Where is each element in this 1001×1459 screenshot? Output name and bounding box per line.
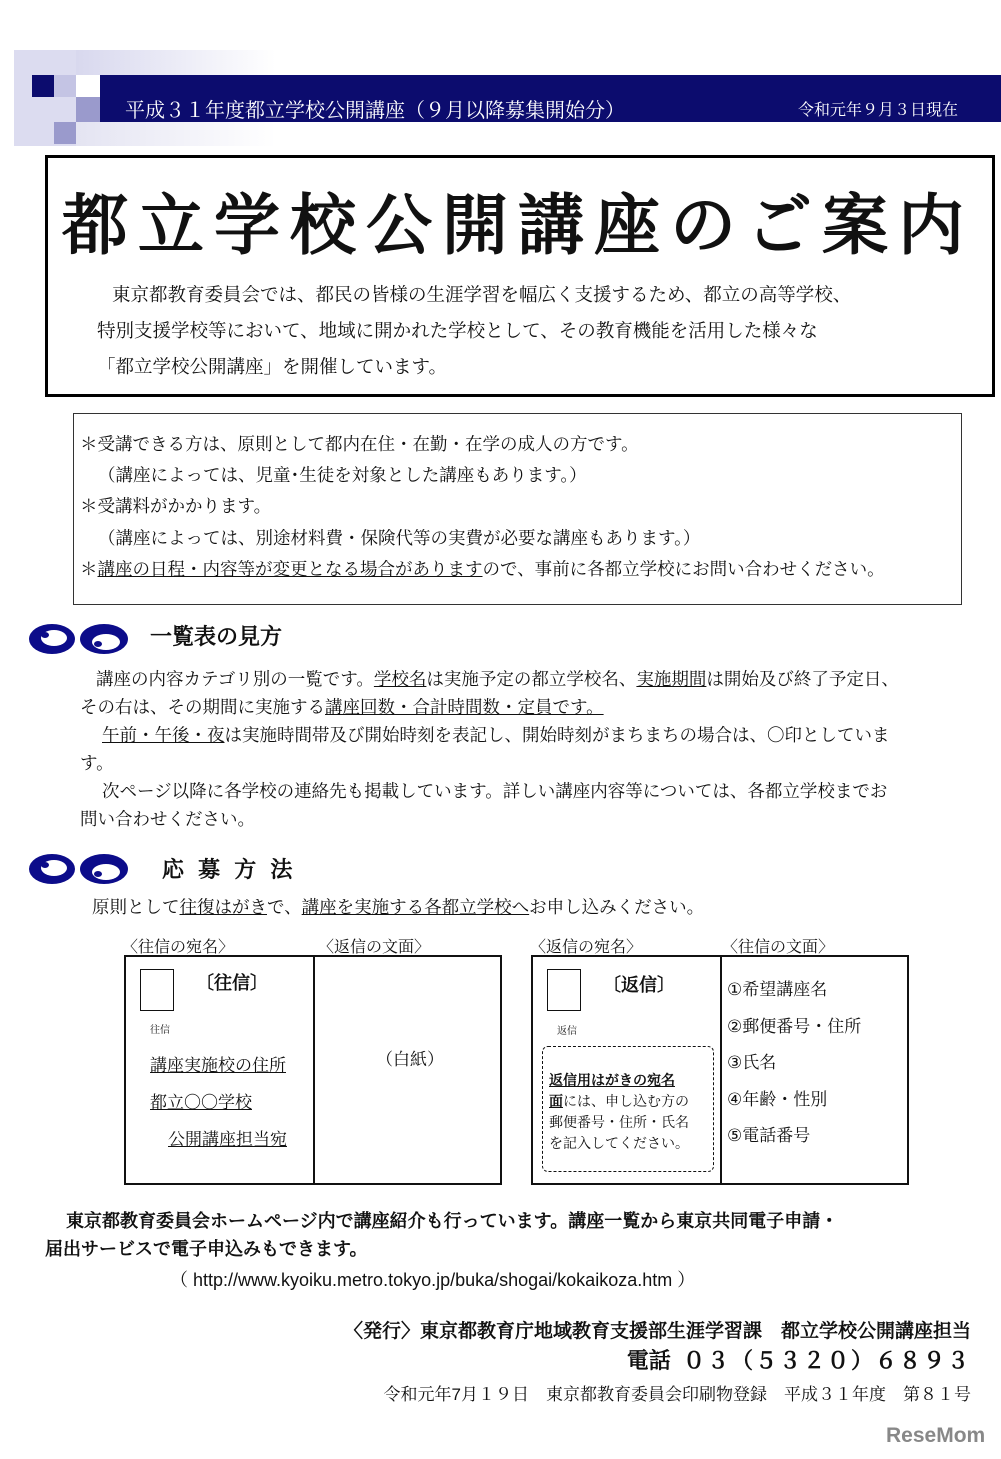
text-underlined: 講座を実施する各都立学校へ: [301, 897, 530, 917]
text-underlined: 学校名: [373, 669, 427, 689]
decor-square: [54, 122, 76, 144]
publisher: 〈発行〉東京都教育庁地域教育支援部生涯学習課 都立学校公開講座担当: [343, 1321, 971, 1342]
reply-note: [549, 1070, 689, 1154]
postcard-outgoing: [124, 955, 502, 1185]
card-divider: [313, 957, 315, 1183]
guide-line: [102, 722, 890, 747]
note-line: （講座によっては、別途材料費・保険代等の実費が必要な講座もあります。）: [98, 528, 701, 548]
note-line: （講座によっては、児童･生徒を対象とした講座もあります。）: [98, 465, 587, 485]
guide-line: [80, 694, 604, 719]
form-item: ①希望講座名: [727, 980, 828, 999]
homepage-link[interactable]: （ http://www.kyoiku.metro.tokyo.jp/buka/shogai/kokaikoza.htm ）: [170, 1270, 696, 1290]
web-info-line: 届出サービスで電子申込みもできます。: [45, 1239, 368, 1259]
text: その右は、その期間に実施する: [80, 697, 325, 717]
note-text: を記入してください。: [549, 1135, 689, 1151]
note-bold: 返信用はがきの宛名: [549, 1072, 675, 1088]
guide-line: [96, 666, 899, 691]
text: お申し込みください。: [529, 897, 705, 917]
address-line: 都立〇〇学校: [150, 1093, 252, 1112]
apply-line: [92, 894, 704, 919]
decor-square: [54, 75, 76, 97]
decor-square: [32, 75, 54, 97]
note-prefix: ＊: [80, 559, 98, 579]
decor-square: [76, 50, 276, 75]
form-item: ⑤電話番号: [727, 1126, 811, 1145]
header-title: 平成３１年度都立学校公開講座（９月以降募集開始分）: [125, 100, 625, 122]
note-suffix: ので、事前に各都立学校にお問い合わせください。: [482, 559, 885, 579]
guide-line: 問い合わせください。: [80, 809, 255, 829]
page-title: 都立学校公開講座のご案内: [62, 188, 974, 262]
intro-line: 特別支援学校等において、地域に開かれた学校として、その教育機能を活用した様々な: [97, 320, 818, 341]
text-underlined: 実施期間: [636, 669, 707, 689]
address-line: 講座実施校の住所: [150, 1056, 286, 1075]
label-reply-address: 〈返信の宛名〉: [530, 939, 643, 956]
intro-line: 「都立学校公開講座」を開催しています。: [97, 356, 448, 377]
text: で、: [267, 897, 302, 917]
guide-line: す。: [80, 753, 114, 773]
watermark-logo: ReseMom: [886, 1424, 986, 1447]
text: は開始及び終了予定日、: [706, 669, 899, 689]
card-divider: [720, 957, 722, 1183]
registration: 令和元年7月１９日 東京都教育委員会印刷物登録 平成３１年度 第８１号: [383, 1385, 971, 1404]
note-line: [80, 556, 885, 581]
label-reply-body: 〈返信の文面〉: [318, 939, 431, 956]
text: は実施予定の都立学校名、: [426, 669, 637, 689]
text-underlined: 午前・午後・夜: [102, 725, 225, 745]
form-item: ③氏名: [727, 1053, 777, 1072]
note-underlined: 講座の日程・内容等が変更となる場合があります: [97, 559, 483, 579]
phone: [627, 1344, 971, 1375]
note-line: ＊受講料がかかります。: [80, 496, 272, 516]
stamp-caption: 返信: [557, 1026, 577, 1037]
text-underlined: 講座回数・合計時間数・定員です。: [325, 697, 604, 717]
stamp-caption: 往信: [150, 1025, 170, 1036]
web-info-line: 東京都教育委員会ホームページ内で講座紹介も行っています。講座一覧から東京共同電子申請・: [66, 1211, 839, 1231]
section-bullet-icon: [28, 852, 130, 886]
note-text: には、申し込む方の: [563, 1093, 689, 1109]
phone-label: 電話: [626, 1348, 671, 1373]
label-outgoing-body: 〈往信の文面〉: [722, 939, 835, 956]
text: 原則として: [92, 897, 180, 917]
decor-square: [76, 97, 100, 122]
section-title-list-guide: 一覧表の見方: [150, 624, 283, 649]
note-bold: 面: [549, 1093, 563, 1109]
note-text: 郵便番号・住所・氏名: [549, 1114, 689, 1130]
note-line: ＊受講できる方は、原則として都内在住・在勤・在学の成人の方です。: [80, 434, 639, 454]
form-item: ②郵便番号・住所: [727, 1017, 862, 1036]
guide-line: 次ページ以降に各学校の連絡先も掲載しています。詳しい講座内容等については、各都立学校までお: [102, 781, 888, 801]
card-heading: 〔返信〕: [603, 975, 675, 995]
text: は実施時間帯及び開始時刻を表記し、開始時刻がまちまちの場合は、〇印としていま: [224, 725, 890, 745]
header-date: 令和元年９月３日現在: [798, 102, 959, 119]
stamp-box: [140, 969, 174, 1011]
text: 講座の内容カテゴリ別の一覧です。: [96, 669, 374, 689]
postcard-reply: [531, 955, 909, 1185]
card-heading: 〔往信〕: [196, 973, 268, 993]
label-outgoing-address: 〈往信の宛名〉: [122, 939, 235, 956]
blank-paper-text: （白紙）: [376, 1050, 444, 1069]
section-bullet-icon: [28, 622, 130, 656]
text-underlined: 往復はがき: [179, 897, 267, 917]
decor-square: [76, 122, 276, 146]
phone-number: ０３（５３２０）６８９３: [682, 1348, 971, 1373]
stamp-box: [547, 969, 581, 1011]
address-line: 公開講座担当宛: [168, 1130, 287, 1149]
intro-line: 東京都教育委員会では、都民の皆様の生涯学習を幅広く支援するため、都立の高等学校、: [112, 284, 852, 305]
form-item: ④年齢・性別: [727, 1090, 828, 1109]
section-title-how-to-apply: 応 募 方 法: [162, 857, 297, 882]
